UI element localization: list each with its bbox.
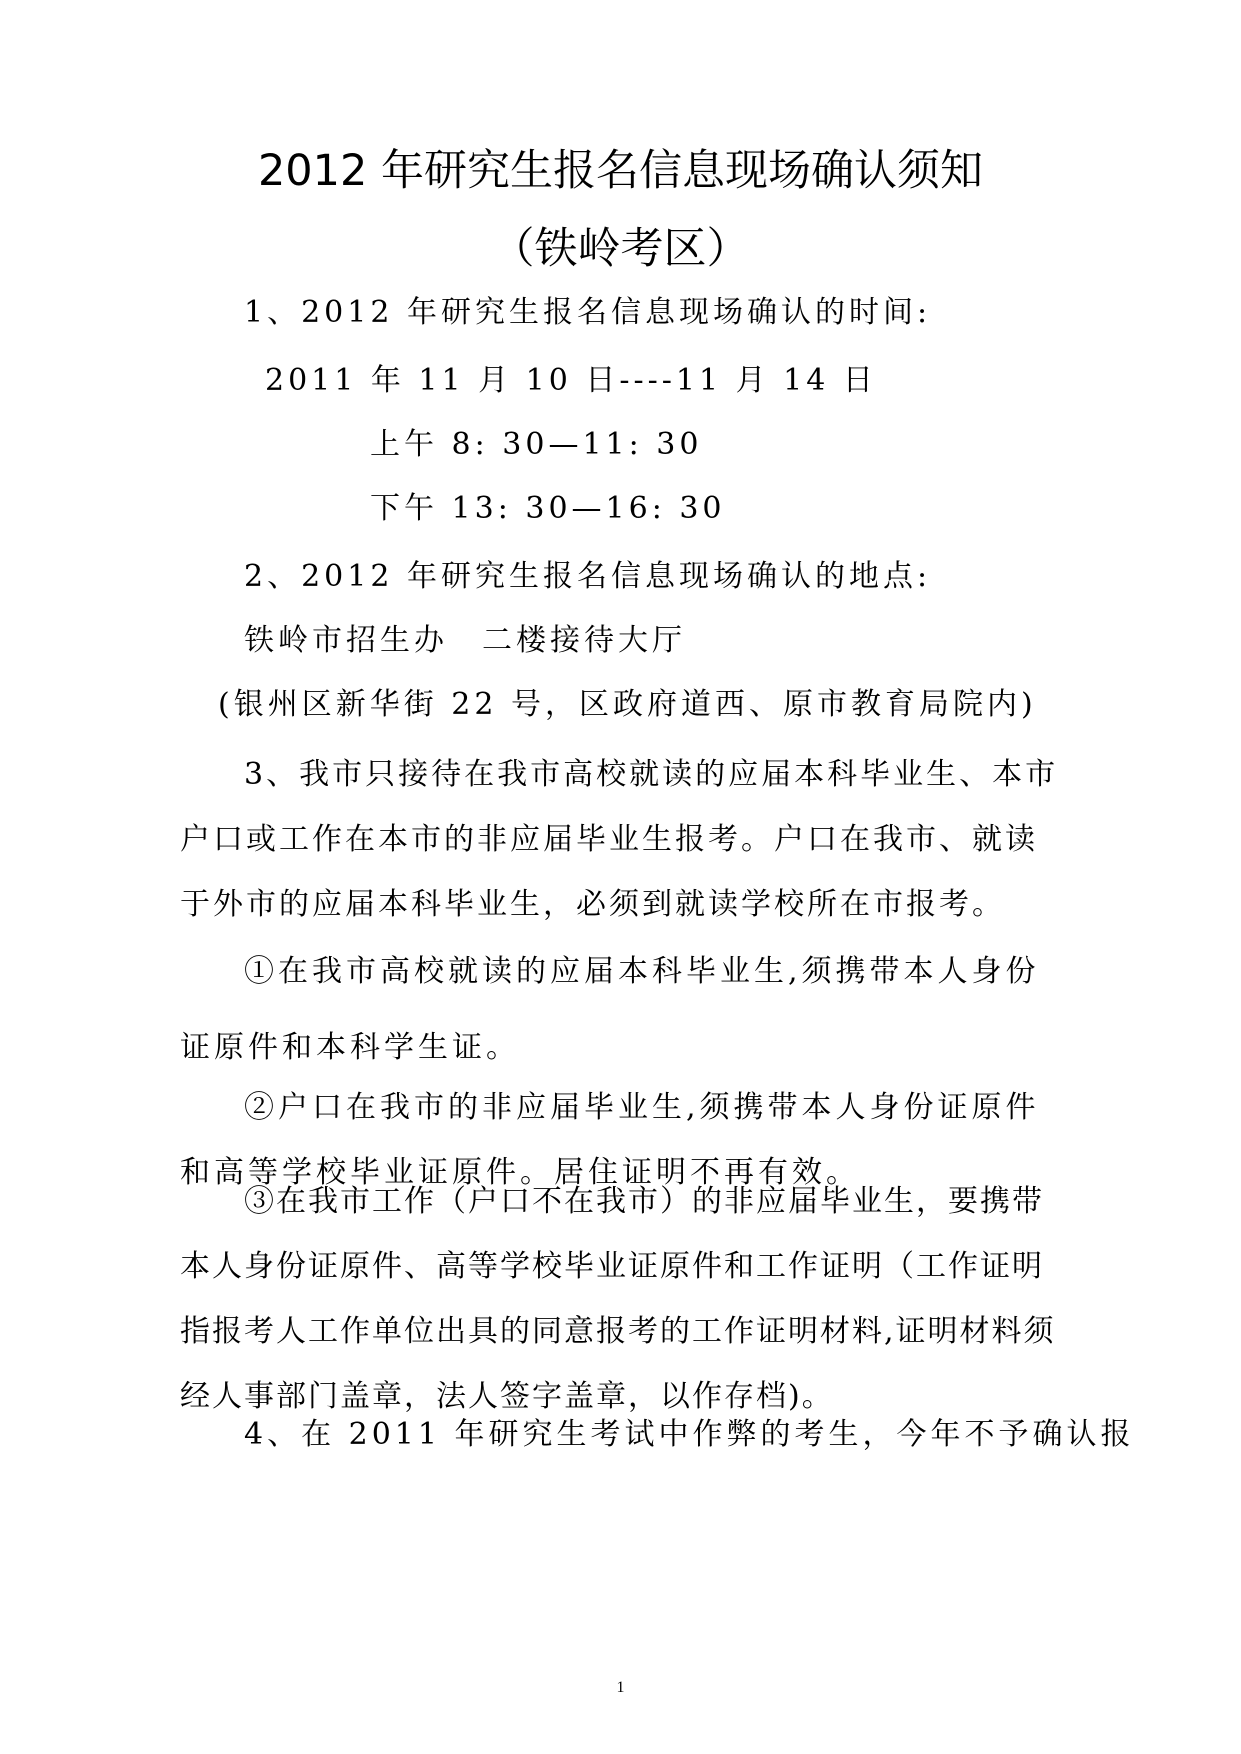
section3-item3: ③在我市工作（户口不在我市）的非应届毕业生，要携带本人身份证原件、高等学校毕业证原件和工作证明（工作证明指报考人工作单位出具的同意报考的工作证明材料,证明材料须经人事部门盖章，法人签字盖章，以作存档)。 [180, 1184, 1056, 1414]
section1-dates: 2011 年 11 月 10 日----11 月 14 日 [265, 363, 877, 398]
section1-morning-hours: 上午 8: 30—11: 30 [370, 427, 703, 462]
section2-heading: 2、2012 年研究生报名信息现场确认的地点: [244, 559, 932, 594]
section4-text: 4、在 2011 年研究生考试中作弊的考生，今年不予确认报 [244, 1417, 1135, 1452]
section1-afternoon-hours: 下午 13: 30—16: 30 [370, 491, 726, 526]
section3-item2: ②户口在我市的非应届毕业生,须携带本人身份证原件和高等学校毕业证原件。居住证明不再有效。 [180, 1090, 1040, 1190]
document-title: 2012 年研究生报名信息现场确认须知 [257, 146, 984, 196]
section3-item1: ①在我市高校就读的应届本科毕业生,须携带本人身份证原件和本科学生证。 [180, 954, 1040, 1065]
document-subtitle: （铁岭考区） [491, 224, 750, 274]
section1-heading: 1、2012 年研究生报名信息现场确认的时间: [244, 295, 932, 330]
section2-place: 铁岭市招生办 二楼接待大厅 [244, 623, 686, 658]
section2-address: (银州区新华街 22 号，区政府道西、原市教育局院内) [218, 687, 1037, 722]
page-number: 1 [616, 1679, 625, 1696]
section3-intro: 3、我市只接待在我市高校就读的应届本科毕业生、本市户口或工作在本市的非应届毕业生报考。户口在我市、就读于外市的应届本科毕业生，必须到就读学校所在市报考。 [180, 757, 1059, 922]
